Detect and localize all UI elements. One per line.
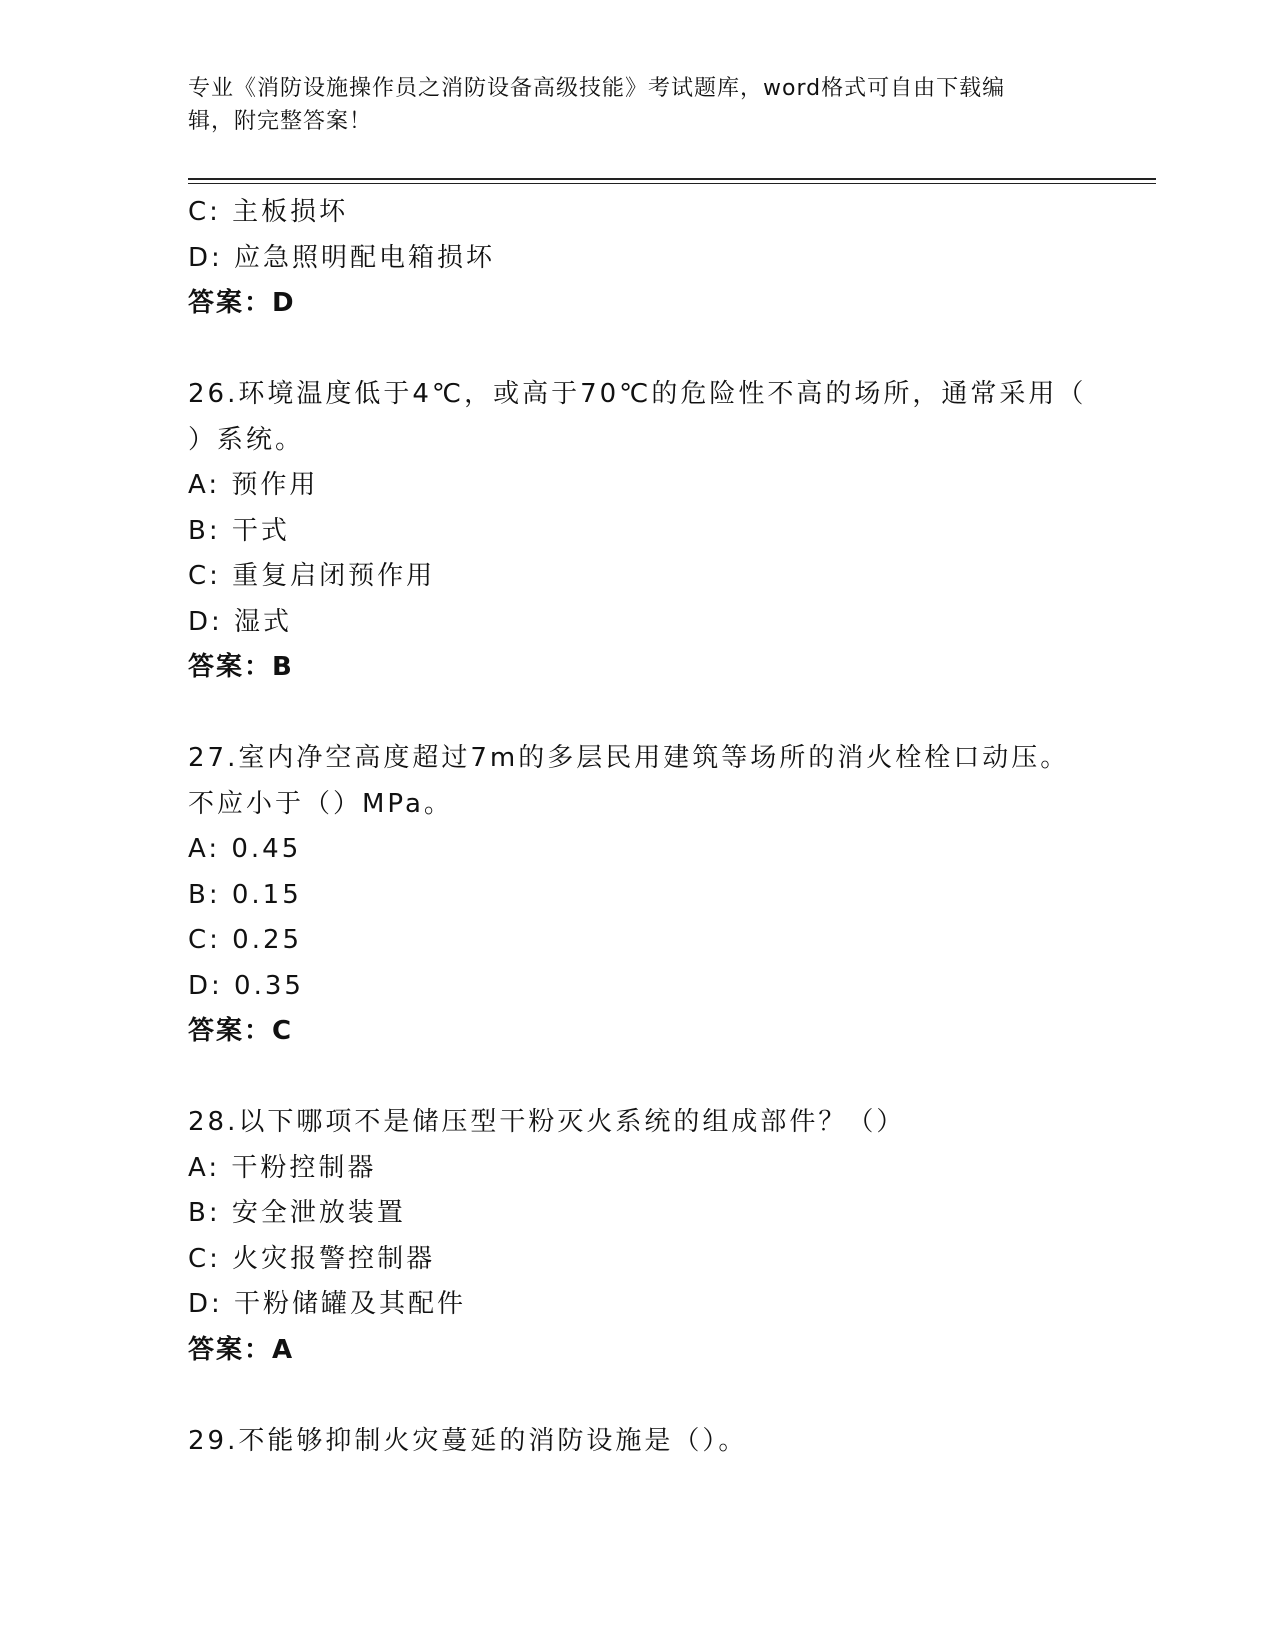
q27-option-b: B: 0.15 [188, 879, 302, 910]
q27-option-c: C: 0.25 [188, 925, 303, 955]
q28-option-d: D: 干粉储罐及其配件 [188, 1289, 467, 1319]
spacer [188, 1373, 1088, 1419]
spacer [188, 691, 1088, 737]
q28-option-a: A: 干粉控制器 [188, 1152, 377, 1183]
header-line-2: 辑，附完整答案！ [188, 109, 373, 134]
q27-option-d: D: 0.35 [188, 970, 304, 1001]
q26-stem-line-1: 26.环境温度低于4℃，或高于70℃的危险性不高的场所，通常采用（ [188, 379, 1087, 409]
q25-option-c: C: 主板损坏 [188, 197, 349, 227]
q26-stem-line-2: ）系统。 [188, 424, 305, 455]
q28-answer: 答案：A [188, 1334, 295, 1365]
header-divider-thick [188, 178, 1156, 180]
q26-option-d: D: 湿式 [188, 606, 293, 637]
q26-option-a: A: 预作用 [188, 470, 319, 500]
question-list [188, 190, 1088, 1464]
header-divider-thin [188, 183, 1156, 184]
q25-answer: 答案：D [188, 288, 296, 318]
page-header [188, 72, 1068, 138]
q26-option-c: C: 重复启闭预作用 [188, 561, 436, 591]
q26-option-b: B: 干式 [188, 515, 290, 546]
q27-answer: 答案：C [188, 1016, 294, 1046]
spacer [188, 327, 1088, 373]
question-26 [188, 372, 1088, 691]
question-25 [188, 190, 1088, 327]
header-line-1: 专业《消防设施操作员之消防设备高级技能》考试题库，word格式可自由下载编 [188, 76, 1006, 101]
q27-stem-line-1: 27.室内净空高度超过7m的多层民用建筑等场所的消火栓栓口动压。 [188, 743, 1070, 773]
q28-option-c: C: 火灾报警控制器 [188, 1243, 436, 1274]
q28-option-b: B: 安全泄放装置 [188, 1198, 406, 1228]
q26-answer: 答案：B [188, 652, 294, 682]
question-29 [188, 1419, 1088, 1465]
q27-stem-line-2: 不应小于（）MPa。 [188, 788, 453, 819]
q29-stem-line-1: 29.不能够抑制火灾蔓延的消防设施是（）。 [188, 1425, 748, 1456]
spacer [188, 1055, 1088, 1101]
q28-stem-line-1: 28.以下哪项不是储压型干粉灭火系统的组成部件？（） [188, 1107, 906, 1137]
question-27 [188, 736, 1088, 1055]
q25-option-d: D: 应急照明配电箱损坏 [188, 242, 496, 273]
q27-option-a: A: 0.45 [188, 834, 302, 864]
question-28 [188, 1100, 1088, 1373]
